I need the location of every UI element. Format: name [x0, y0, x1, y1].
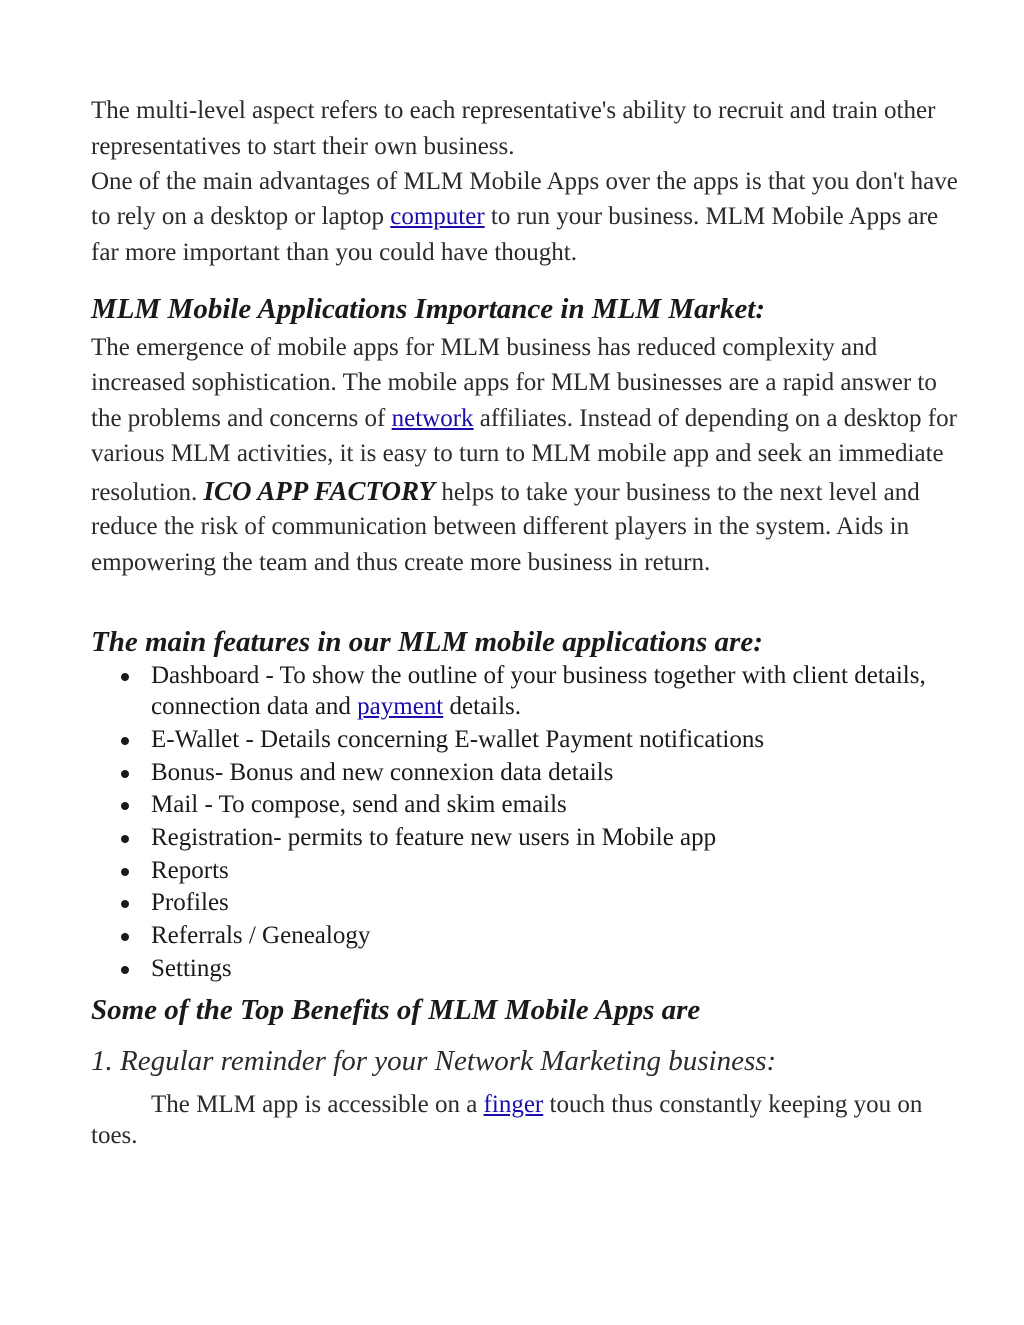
section1-line: reduce the risk of communication between different players in the system. Aids in — [91, 513, 910, 540]
benefit-text: touch thus constantly keeping you on — [543, 1091, 923, 1118]
list-item: Settings — [151, 955, 232, 982]
section1-text: the problems and concerns of — [91, 405, 392, 432]
intro-line: far more important than you could have thought. — [91, 239, 577, 266]
intro-line — [91, 202, 938, 232]
list-item: Reports — [151, 857, 229, 884]
section1-line — [91, 404, 957, 434]
intro-line: One of the main advantages of MLM Mobile Apps over the apps is that you don't have — [91, 168, 958, 195]
brand-name: ICO APP FACTORY — [203, 476, 436, 506]
list-item: Bonus- Bonus and new connexion data details — [151, 759, 614, 786]
payment-link[interactable]: payment — [357, 693, 444, 720]
list-item: Profiles — [151, 889, 229, 916]
bullet-icon — [121, 737, 129, 745]
bullet-icon — [121, 868, 129, 876]
list-item: Mail - To compose, send and skim emails — [151, 791, 567, 818]
network-link[interactable]: network — [391, 405, 474, 432]
list-item: E-Wallet - Details concerning E-wallet Payment notifications — [151, 726, 765, 753]
section1-line: The emergence of mobile apps for MLM business has reduced complexity and — [91, 334, 878, 361]
benefit-subheading: 1. Regular reminder for your Network Marketing business: — [91, 1045, 777, 1077]
bullet-icon — [121, 966, 129, 974]
section1-line: various MLM activities, it is easy to turn to MLM mobile app and seek an immediate — [91, 440, 944, 467]
section-heading-benefits: Some of the Top Benefits of MLM Mobile Apps are — [91, 994, 701, 1026]
section1-text: affiliates. Instead of depending on a desktop for — [473, 405, 957, 432]
computer-link[interactable]: computer — [390, 203, 485, 230]
bullet-icon — [121, 770, 129, 778]
benefit-text: The MLM app is accessible on a — [151, 1091, 484, 1118]
section-heading-features: The main features in our MLM mobile applications are: — [91, 626, 763, 658]
intro-line: representatives to start their own business. — [91, 133, 515, 160]
intro-line: The multi-level aspect refers to each representative's ability to recruit and train other — [91, 97, 936, 124]
intro-text: to rely on a desktop or laptop — [91, 203, 391, 230]
bullet-icon — [121, 835, 129, 843]
list-item: Registration- permits to feature new users in Mobile app — [151, 824, 717, 851]
bullet-icon — [121, 933, 129, 941]
bullet-icon — [121, 673, 129, 681]
finger-link[interactable]: finger — [483, 1091, 544, 1118]
bullet-icon — [121, 900, 129, 908]
list-item-text: connection data and — [151, 693, 358, 720]
list-item-continuation — [151, 692, 521, 722]
section-heading-importance: MLM Mobile Applications Importance in MLM Market: — [91, 293, 766, 325]
section1-line: empowering the team and thus create more business in return. — [91, 549, 711, 576]
section1-line: increased sophistication. The mobile apps for MLM businesses are a rapid answer to — [91, 369, 937, 396]
benefit-paragraph-line — [151, 1090, 922, 1120]
bullet-icon — [121, 802, 129, 810]
section1-line — [91, 476, 920, 508]
list-item-text: details. — [443, 693, 522, 720]
benefit-paragraph-line: toes. — [91, 1122, 138, 1149]
list-item: Referrals / Genealogy — [151, 922, 371, 949]
intro-text: to run your business. MLM Mobile Apps are — [484, 203, 939, 230]
section1-text: helps to take your business to the next level and — [435, 479, 920, 506]
list-item: Dashboard - To show the outline of your business together with client details, — [151, 662, 926, 689]
section1-text: resolution. — [91, 479, 204, 506]
